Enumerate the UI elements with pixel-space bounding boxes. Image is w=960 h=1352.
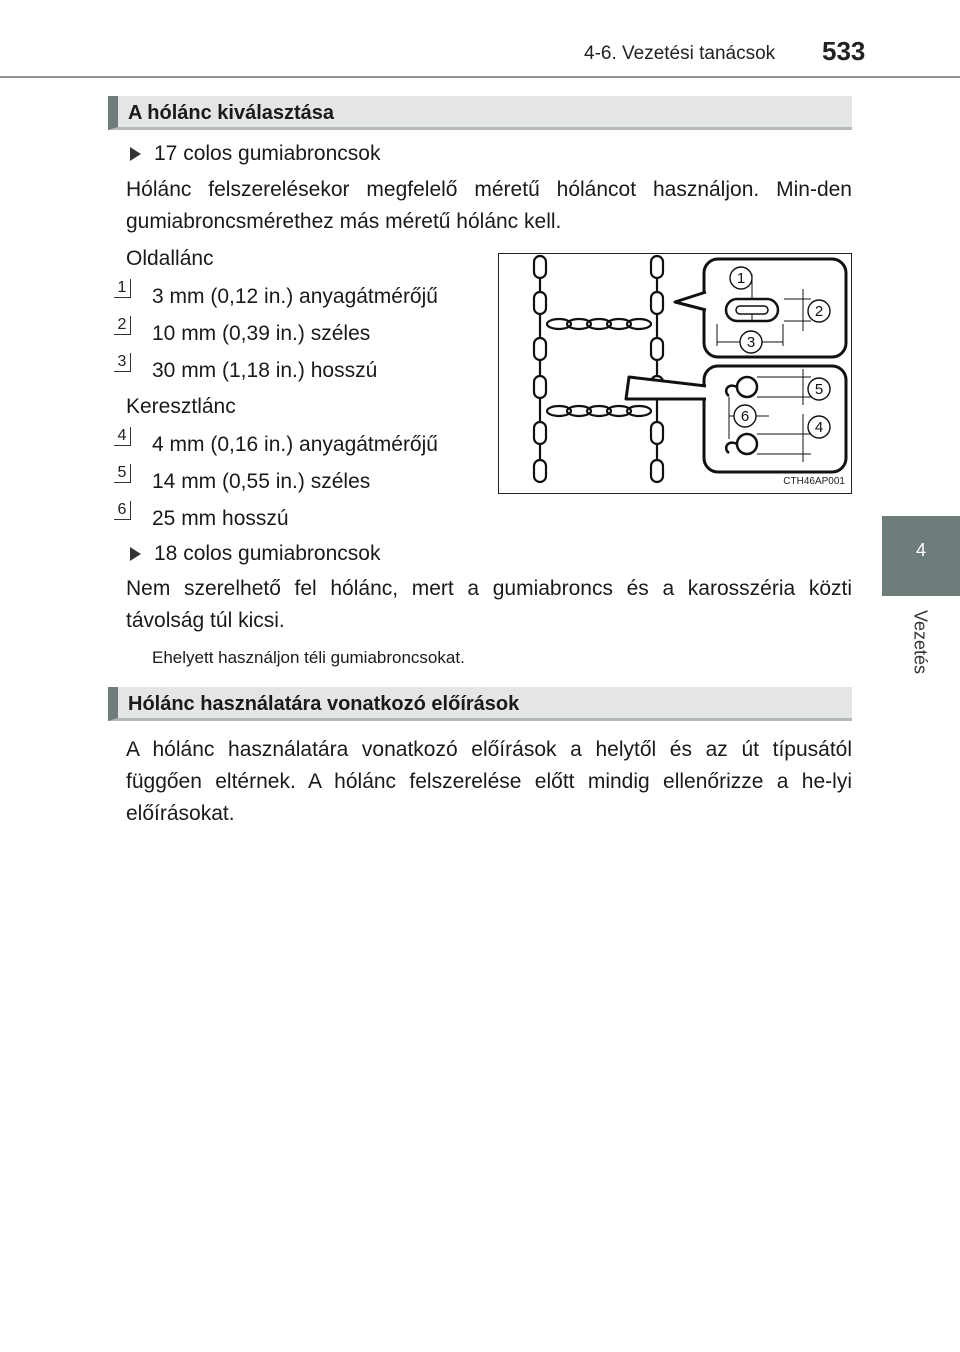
callout-1: 1 [736,270,746,287]
callout-6: 6 [740,408,750,425]
note-text: Ehelyett használjon téli gumiabroncsokat. [152,648,465,667]
callout-2: 2 [814,303,824,320]
bullet-text: 18 colos gumiabroncsok [154,542,381,565]
chapter-title: Vezetés [910,610,931,675]
spec-text: 14 mm (0,55 in.) széles [152,470,371,493]
callout-number: 1 [114,279,131,298]
callout-number: 2 [114,316,131,335]
chapter-number: 4 [915,540,926,560]
section-title: Hólánc használatára vonatkozó előírások [128,693,520,715]
page-number: 533 [822,36,866,66]
chapter-tab [882,516,960,596]
spec-text: 30 mm (1,18 in.) hosszú [152,359,378,382]
callout-5: 5 [814,381,824,398]
side-chain-label: Oldallánc [126,247,214,270]
paragraph-regulations: A hólánc használatára vonatkozó előírások a helytől és az út típusától függően eltérnek. A hólánc felszerelése előtt mindig ellenőrizze a he-lyi előírásokat. [126,738,852,825]
section-title: A hólánc kiválasztása [128,102,335,124]
spec-text: 10 mm (0,39 in.) széles [152,322,371,345]
figure-code: CTH46AP001 [783,476,845,487]
spec-text: 4 mm (0,16 in.) anyagátmérőjű [152,433,438,456]
section-header-snow-chain-regulations [108,687,852,721]
bullet-text: 17 colos gumiabroncsok [154,142,381,165]
spec-text: 3 mm (0,12 in.) anyagátmérőjű [152,285,438,308]
section-header-snow-chain-selection [108,96,852,130]
callout-number: 3 [114,353,131,372]
paragraph-18-inch: Nem szerelhető fel hólánc, mert a gumiabroncs és a karosszéria közti távolság túl kicsi. [126,577,852,632]
triangle-bullet-icon [130,147,141,161]
header-divider [0,76,960,78]
header-title: 4-6. Vezetési tanácsok [584,43,776,64]
paragraph-intro: Hólánc felszerelésekor megfelelő méretű hóláncot használjon. Min-den gumiabroncsmérethez más méretű hólánc kell. [126,178,852,233]
snow-chain-diagram [498,253,852,494]
triangle-bullet-icon [130,547,141,561]
callout-4: 4 [814,419,824,436]
snow-chain-illustration [499,254,851,493]
cross-chain-label: Keresztlánc [126,395,236,418]
callout-number: 5 [114,464,131,483]
callout-number: 6 [114,501,131,520]
spec-text: 25 mm hosszú [152,507,289,530]
callout-3: 3 [746,334,756,351]
callout-number: 4 [114,427,131,446]
